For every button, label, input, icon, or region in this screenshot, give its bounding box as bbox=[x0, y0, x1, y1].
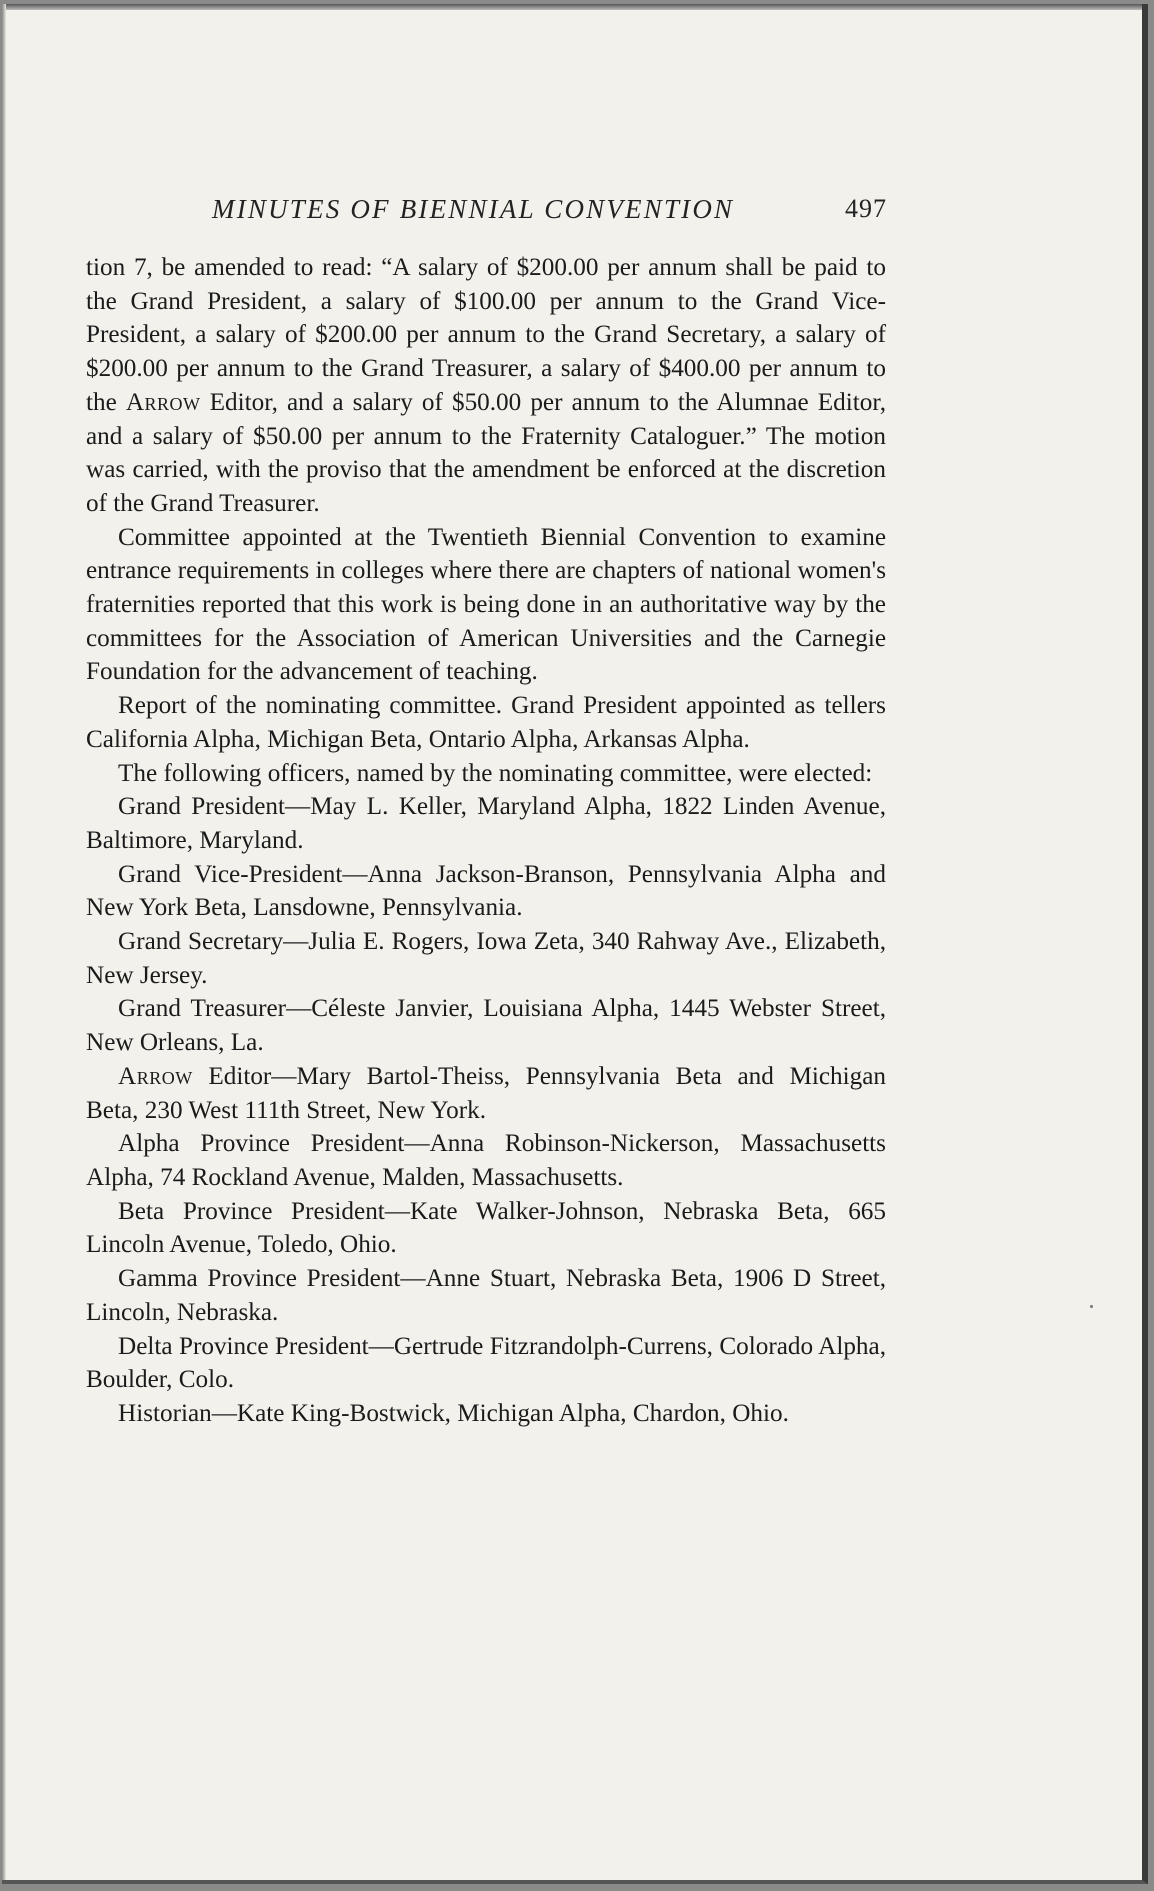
page-top-edge-shadow bbox=[2, 4, 1142, 10]
page-left-edge-shadow bbox=[2, 4, 6, 1880]
officer-alpha-province-president: Alpha Province President—Anna Robinson-Nickerson, Massachusetts Alpha, 74 Rockland Avenue, Malden, Massachusetts. bbox=[86, 1130, 886, 1191]
running-head bbox=[172, 194, 887, 228]
arrow-small-caps: Arrow bbox=[125, 388, 201, 416]
paragraph-text: tion 7, be amended to read: “A salary of $200.00 per annum shall be paid to the Grand President, a salary of $100.00 per annum to the Grand Vice-President, a salary of $200.00 per annum to the Grand Secretary, a salary of $200.00 per annum to the Grand Treasurer, a salary of $400.00 per annum to the bbox=[86, 254, 886, 416]
paragraph-entrance-requirements: Committee appointed at the Twentieth Biennial Convention to examine entrance requirements in colleges where there are chapters of national women's fraternities reported that this work is being done in an authoritative way by the committees for the Association of American Universities and the Carnegie Foundation for the advancement of teaching. bbox=[86, 523, 886, 686]
paragraph-text: Editor, and a salary of $50.00 per annum to the Alumnae Editor, and a salary of $50.00 per annum to the Fraternity Cataloguer.” The motion was carried, with the proviso that the amendment be enforced at the discretion of the Grand Treasurer. bbox=[86, 388, 886, 517]
officer-grand-vice-president: Grand Vice-President—Anna Jackson-Branson, Pennsylvania Alpha and New York Beta, Lansdowne, Pennsylvania. bbox=[86, 860, 886, 922]
officer-gamma-province-president: Gamma Province President—Anne Stuart, Nebraska Beta, 1906 D Street, Lincoln, Nebraska. bbox=[86, 1265, 886, 1326]
paragraph-text: Editor—Mary Bartol-Theiss, Pennsylvania Beta and Michigan Beta, 230 West 111th Street, New York. bbox=[86, 1062, 886, 1124]
paragraph-nominating-report: Report of the nominating committee. Grand President appointed as tellers California Alpha, Michigan Beta, Ontario Alpha, Arkansas Alpha. bbox=[86, 692, 886, 753]
officer-grand-secretary: Grand Secretary—Julia E. Rogers, Iowa Zeta, 340 Rahway Ave., Elizabeth, New Jersey. bbox=[86, 928, 886, 989]
officer-grand-president: Grand President—May L. Keller, Maryland Alpha, 1822 Linden Avenue, Baltimore, Maryland. bbox=[86, 793, 886, 854]
page-number: 497 bbox=[845, 194, 887, 223]
body-text bbox=[86, 251, 886, 1431]
paragraph-officers-intro: The following officers, named by the nominating committee, were elected: bbox=[118, 759, 873, 787]
paper-speck bbox=[1090, 1305, 1093, 1308]
officer-beta-province-president: Beta Province President—Kate Walker-Johnson, Nebraska Beta, 665 Lincoln Avenue, Toledo, Ohio. bbox=[86, 1197, 886, 1259]
document-page bbox=[2, 4, 1148, 1884]
officer-delta-province-president: Delta Province President—Gertrude Fitzrandolph-Currens, Colorado Alpha, Boulder, Colo. bbox=[86, 1332, 886, 1394]
officer-historian: Historian—Kate King-Bostwick, Michigan Alpha, Chardon, Ohio. bbox=[118, 1399, 789, 1427]
officer-arrow-editor bbox=[86, 1060, 886, 1127]
paragraph-salary-amendment bbox=[86, 251, 886, 521]
arrow-small-caps: Arrow bbox=[118, 1062, 193, 1090]
officer-grand-treasurer: Grand Treasurer—Céleste Janvier, Louisiana Alpha, 1445 Webster Street, New Orleans, La. bbox=[86, 995, 886, 1057]
running-title: MINUTES OF BIENNIAL CONVENTION bbox=[212, 194, 735, 224]
